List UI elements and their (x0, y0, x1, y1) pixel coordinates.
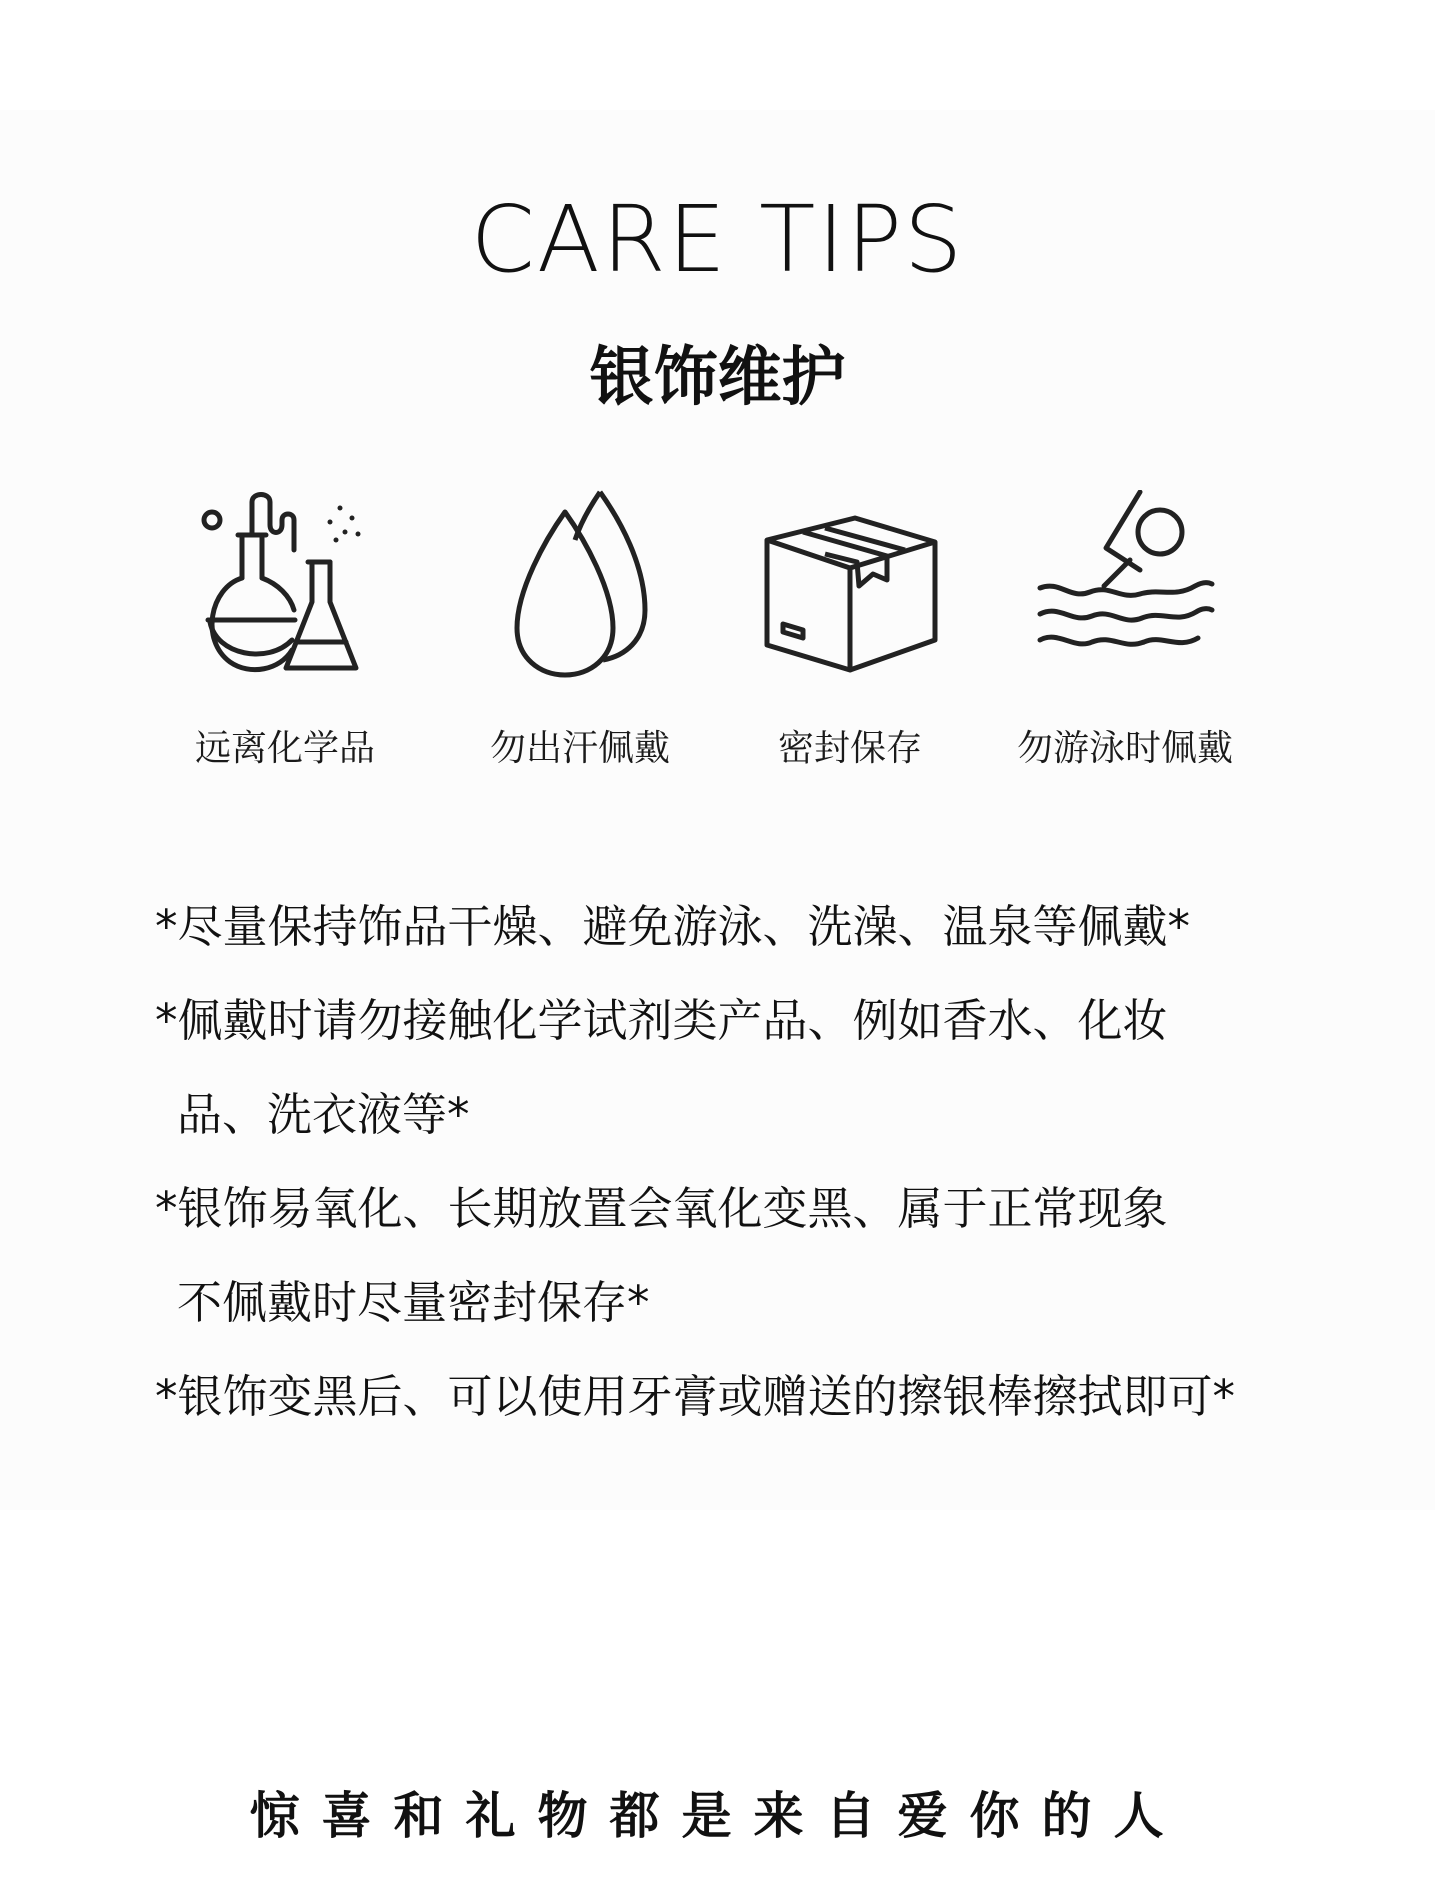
care-icons-row (0, 490, 1435, 770)
tip-line-continuation: 不佩戴时尽量密封保存* (177, 1276, 650, 1329)
tip-line-continuation: 品、洗衣液等* (177, 1088, 470, 1141)
tip-line: *银饰易氧化、长期放置会氧化变黑、属于正常现象 (155, 1182, 1168, 1235)
swimming-icon (1030, 490, 1220, 680)
care-item-chemicals (135, 490, 435, 771)
page-title-en: CARE TIPS (470, 186, 965, 293)
care-label-swimming: 勿游泳时佩戴 (1016, 728, 1233, 769)
tip-line: *银饰变黑后、可以使用牙膏或赠送的擦银棒擦拭即可* (155, 1370, 1236, 1423)
care-label-chemicals: 远离化学品 (194, 728, 375, 769)
tip-line: *佩戴时请勿接触化学试剂类产品、例如香水、化妆 (155, 994, 1168, 1047)
care-tips-list (155, 880, 1305, 1444)
tip-line: *尽量保持饰品干燥、避免游泳、洗澡、温泉等佩戴* (155, 900, 1191, 953)
chemistry-flask-icon (190, 490, 380, 680)
care-label-sealed: 密封保存 (777, 728, 922, 769)
page-title-cn: 银饰维护 (589, 341, 846, 415)
footer-slogan: 惊喜和礼物都是来自爱你的人 (249, 1787, 1186, 1845)
care-item-swimming (975, 490, 1275, 771)
care-item-sweat (430, 490, 730, 771)
water-drops-icon (485, 490, 675, 680)
care-label-sweat: 勿出汗佩戴 (489, 728, 670, 769)
care-item-sealed (700, 490, 1000, 771)
sealed-box-icon (755, 490, 945, 680)
